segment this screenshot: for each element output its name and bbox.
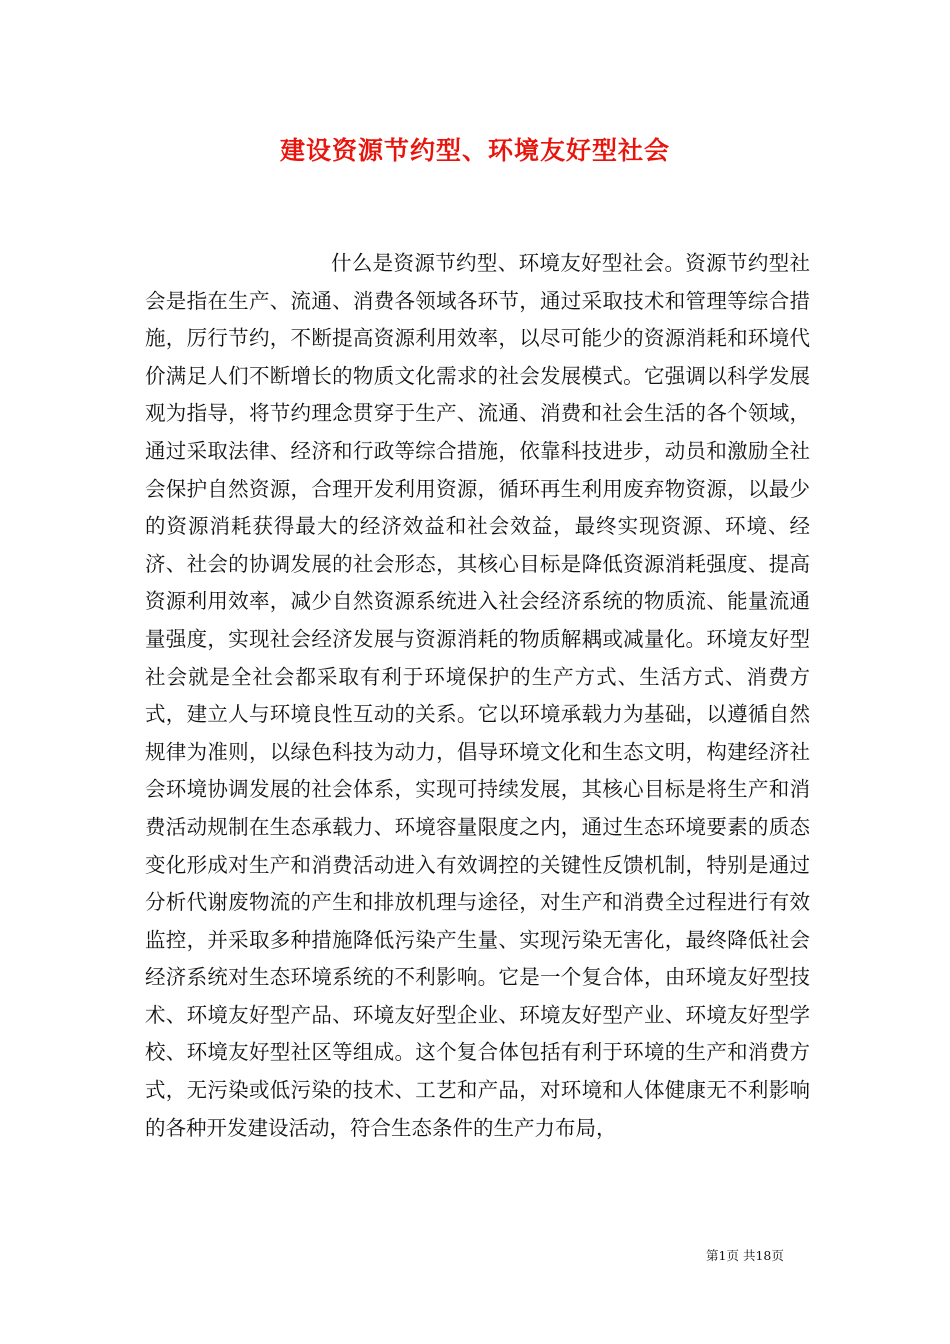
footer-suffix: 页 bbox=[771, 1248, 784, 1263]
page-footer bbox=[706, 1248, 784, 1264]
footer-page-number: 1 bbox=[718, 1248, 727, 1263]
document-title: 建设资源节约型、环境友好型社会 bbox=[279, 136, 670, 165]
body-paragraph: 什么是资源节约型、环境友好型社会。资源节约型社会是指在生产、流通、消费各领域各环节，通过采取技术和管理等综合措施，厉行节约，不断提高资源利用效率，以尽可能少的资源消耗和环境代价满足人们不断增长的物质文化需求的社会发展模式。它强调以科学发展观为指导，将节约理念贯穿于生产、流通、消费和社会生活的各个领域，通过采取法律、经济和行政等综合措施，依靠科技进步，动员和激励全社会保护自然资源，合理开发利用资源，循环再生利用废弃物资源，以最少的资源消耗获得最大的经济效益和社会效益，最终实现资源、环境、经济、社会的协调发展的社会形态，其核心目标是降低资源消耗强度、提高资源利用效率，减少自然资源系统进入社会经济系统的物质流、能量流通量强度，实现社会经济发展与资源消耗的物质解耦或减量化。环境友好型社会就是全社会都采取有利于环境保护的生产方式、生活方式、消费方式，建立人与环境良性互动的关系。它以环境承载力为基础，以遵循自然规律为准则，以绿色科技为动力，倡导环境文化和生态文明，构建经济社会环境协调发展的社会体系，实现可持续发展，其核心目标是将生产和消费活动规制在生态承载力、环境容量限度之内，通过生态环境要素的质态变化形成对生产和消费活动进入有效调控的关键性反馈机制，特别是通过分析代谢废物流的产生和排放机理与途径，对生产和消费全过程进行有效监控，并采取多种措施降低污染产生量、实现污染无害化，最终降低社会经济系统对生态环境系统的不利影响。它是一个复合体，由环境友好型技术、环境友好型产品、环境友好型企业、环境友好型产业、环境友好型学校、环境友好型社区等组成。这个复合体包括有利于环境的生产和消费方式，无污染或低污染的技术、工艺和产品，对环境和人体健康无不利影响的各种开发建设活动，符合生态条件的生产力布局， bbox=[145, 251, 810, 1140]
footer-middle: 页 共 bbox=[726, 1248, 756, 1263]
footer-prefix: 第 bbox=[706, 1248, 719, 1263]
footer-total-pages: 18 bbox=[755, 1248, 772, 1263]
